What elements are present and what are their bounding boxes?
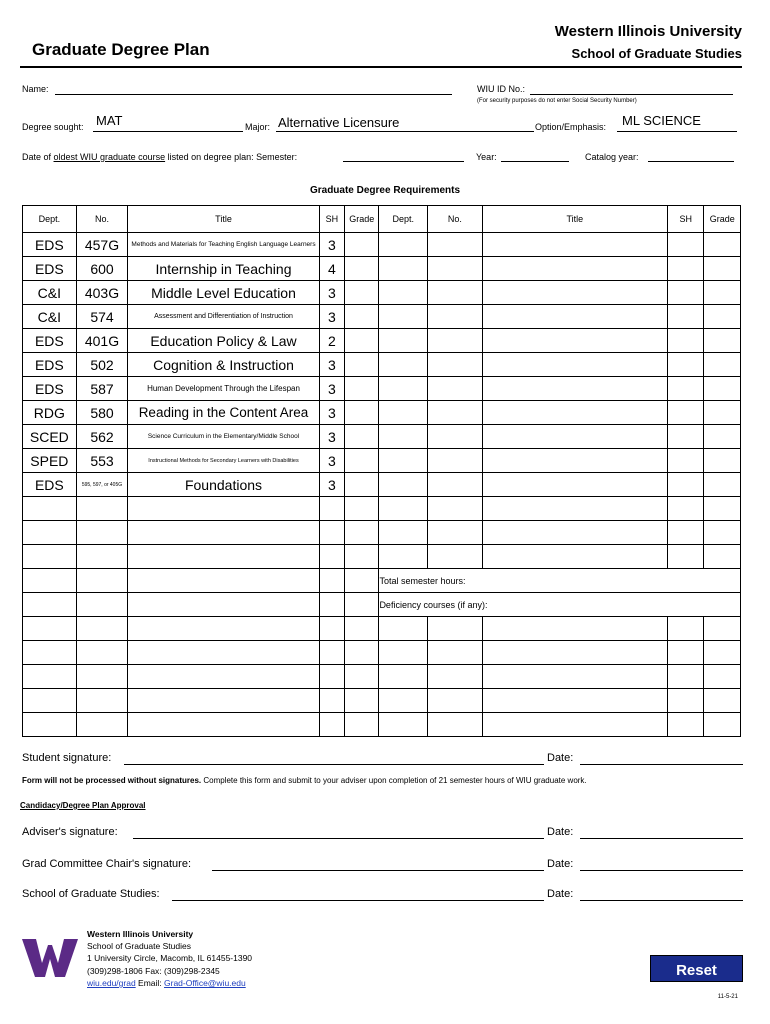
row-sh[interactable]: 3 [319, 377, 344, 401]
row-grade-2[interactable] [704, 281, 741, 305]
row-title[interactable]: Cognition & Instruction [128, 353, 319, 377]
wiu-w-logo-icon [22, 937, 78, 979]
table-row [23, 545, 741, 569]
page-title: Graduate Degree Plan [32, 40, 210, 59]
row-sh[interactable]: 3 [319, 281, 344, 305]
table-row [23, 281, 741, 305]
table-row [23, 257, 741, 281]
chair-signature-label: Grad Committee Chair's signature: [22, 858, 191, 870]
table-row [23, 233, 741, 257]
row-dept[interactable]: EDS [23, 377, 77, 401]
header-grade-2: Grade [704, 206, 741, 233]
reset-button[interactable]: Reset [650, 955, 743, 982]
row-no[interactable]: 595, 597, or 405G [76, 473, 128, 497]
signature-note: Form will not be processed without signatures. Complete this form and submit to your adviser upon completion of 21 semester hours of WIU graduate work. [22, 776, 587, 785]
row-no-2[interactable] [428, 305, 483, 329]
school-date-label: Date: [547, 888, 574, 900]
row-grade[interactable] [345, 233, 379, 257]
row-grade-2[interactable] [704, 473, 741, 497]
row-no-2[interactable] [428, 377, 483, 401]
row-title-2[interactable] [482, 377, 667, 401]
row-title-2[interactable] [482, 233, 667, 257]
table-row [23, 449, 741, 473]
approval-heading: Candidacy/Degree Plan Approval [20, 801, 146, 810]
degree-label: Degree sought: [22, 122, 84, 132]
row-sh-2[interactable] [668, 401, 704, 425]
version-date: 11-5-21 [717, 994, 738, 1000]
row-grade-2[interactable] [704, 425, 741, 449]
row-grade-2[interactable] [704, 257, 741, 281]
table-row [23, 305, 741, 329]
row-sh[interactable]: 4 [319, 257, 344, 281]
option-field[interactable] [617, 131, 737, 132]
row-title-2[interactable] [482, 305, 667, 329]
requirements-table [22, 205, 741, 737]
row-sh[interactable]: 3 [319, 449, 344, 473]
major-field[interactable] [276, 131, 534, 132]
row-title-2[interactable] [482, 281, 667, 305]
row-dept[interactable]: RDG [23, 401, 77, 425]
header-dept-2: Dept. [379, 206, 428, 233]
row-no-2[interactable] [428, 425, 483, 449]
row-grade[interactable] [345, 353, 379, 377]
row-dept[interactable]: C&I [23, 281, 77, 305]
footer-links: wiu.edu/grad Email: Grad-Office@wiu.edu [87, 978, 246, 988]
row-sh[interactable]: 2 [319, 329, 344, 353]
degree-value: MAT [96, 113, 123, 128]
student-date-label: Date: [547, 752, 574, 764]
school-signature-field[interactable] [172, 900, 544, 901]
row-grade-2[interactable] [704, 329, 741, 353]
row-no[interactable]: 403G [76, 281, 128, 305]
row-dept-2[interactable] [379, 401, 428, 425]
row-dept-2[interactable] [379, 353, 428, 377]
table-row [23, 497, 741, 521]
row-title[interactable]: Education Policy & Law [128, 329, 319, 353]
row-no-2[interactable] [428, 449, 483, 473]
row-title[interactable]: Reading in the Content Area [128, 401, 319, 425]
table-row [23, 641, 741, 665]
row-grade[interactable] [345, 257, 379, 281]
catalog-year-label: Catalog year: [585, 152, 639, 162]
wiu-id-note: (For security purposes do not enter Social Security Number) [477, 98, 637, 104]
student-signature-label: Student signature: [22, 752, 112, 764]
row-grade[interactable] [345, 377, 379, 401]
row-title[interactable]: Science Curriculum in the Elementary/Middle School [128, 425, 319, 449]
total-hours-label[interactable]: Total semester hours: [379, 569, 741, 593]
row-grade[interactable] [345, 473, 379, 497]
row-dept[interactable]: SCED [23, 425, 77, 449]
row-sh-2[interactable] [668, 233, 704, 257]
table-row [23, 617, 741, 641]
email-link[interactable]: Grad-Office@wiu.edu [164, 978, 246, 988]
header-title: Title [128, 206, 319, 233]
row-grade-2[interactable] [704, 353, 741, 377]
major-label: Major: [245, 122, 271, 132]
chair-signature-field[interactable] [212, 870, 544, 871]
header-title-2: Title [482, 206, 667, 233]
table-row [23, 521, 741, 545]
row-no-2[interactable] [428, 401, 483, 425]
row-dept-2[interactable] [379, 425, 428, 449]
row-grade[interactable] [345, 425, 379, 449]
row-no[interactable]: 574 [76, 305, 128, 329]
row-dept-2[interactable] [379, 281, 428, 305]
row-title[interactable]: Internship in Teaching [128, 257, 319, 281]
row-dept[interactable]: C&I [23, 305, 77, 329]
table-row [23, 569, 741, 593]
oldest-course-label: Date of oldest WIU graduate course listed on degree plan: Semester: [22, 152, 298, 162]
row-sh-2[interactable] [668, 257, 704, 281]
university-name: Western Illinois University [554, 23, 742, 40]
row-dept[interactable]: EDS [23, 257, 77, 281]
student-signature-field[interactable] [124, 764, 544, 765]
row-grade-2[interactable] [704, 233, 741, 257]
row-dept-2[interactable] [379, 305, 428, 329]
row-grade[interactable] [345, 305, 379, 329]
student-date-field[interactable] [580, 764, 743, 765]
row-no-2[interactable] [428, 257, 483, 281]
table-row [23, 329, 741, 353]
name-label: Name: [22, 84, 49, 94]
row-dept-2[interactable] [379, 233, 428, 257]
row-dept[interactable]: EDS [23, 233, 77, 257]
table-row [23, 353, 741, 377]
year-label: Year: [476, 152, 497, 162]
row-sh-2[interactable] [668, 449, 704, 473]
option-label: Option/Emphasis: [535, 122, 607, 132]
footer-university: Western Illinois University [87, 929, 194, 939]
row-no[interactable]: 401G [76, 329, 128, 353]
row-grade[interactable] [345, 281, 379, 305]
row-sh-2[interactable] [668, 281, 704, 305]
major-value: Alternative Licensure [278, 115, 400, 130]
row-no-2[interactable] [428, 473, 483, 497]
chair-date-label: Date: [547, 858, 574, 870]
wiu-id-field[interactable] [530, 94, 733, 95]
row-grade-2[interactable] [704, 449, 741, 473]
row-sh-2[interactable] [668, 353, 704, 377]
row-dept-2[interactable] [379, 329, 428, 353]
row-no-2[interactable] [428, 281, 483, 305]
row-dept[interactable]: SPED [23, 449, 77, 473]
adviser-signature-field[interactable] [133, 838, 544, 839]
row-grade[interactable] [345, 401, 379, 425]
row-sh[interactable]: 3 [319, 233, 344, 257]
row-dept[interactable]: EDS [23, 473, 77, 497]
row-no-2[interactable] [428, 233, 483, 257]
school-signature-label: School of Graduate Studies: [22, 888, 160, 900]
row-no[interactable]: 502 [76, 353, 128, 377]
row-sh-2[interactable] [668, 473, 704, 497]
footer-phone: (309)298-1806 Fax: (309)298-2345 [87, 966, 220, 976]
row-title[interactable]: Foundations [128, 473, 319, 497]
row-sh[interactable]: 3 [319, 425, 344, 449]
school-date-field[interactable] [580, 900, 743, 901]
row-no[interactable]: 580 [76, 401, 128, 425]
row-grade[interactable] [345, 329, 379, 353]
table-row [23, 665, 741, 689]
row-dept-2[interactable] [379, 377, 428, 401]
row-title-2[interactable] [482, 401, 667, 425]
row-grade-2[interactable] [704, 377, 741, 401]
row-title-2[interactable] [482, 353, 667, 377]
row-title[interactable]: Assessment and Differentiation of Instruction [128, 305, 319, 329]
year-field[interactable] [501, 161, 569, 162]
table-row [23, 401, 741, 425]
row-dept-2[interactable] [379, 449, 428, 473]
table-header-row [23, 206, 741, 233]
row-dept-2[interactable] [379, 257, 428, 281]
row-no-2[interactable] [428, 329, 483, 353]
row-title-2[interactable] [482, 473, 667, 497]
row-title-2[interactable] [482, 257, 667, 281]
row-dept[interactable]: EDS [23, 329, 77, 353]
row-title-2[interactable] [482, 329, 667, 353]
option-value: ML SCIENCE [622, 113, 701, 128]
table-row [23, 713, 741, 737]
row-title-2[interactable] [482, 425, 667, 449]
row-grade-2[interactable] [704, 305, 741, 329]
header-sh: SH [319, 206, 344, 233]
adviser-signature-label: Adviser's signature: [22, 826, 118, 838]
row-no[interactable]: 457G [76, 233, 128, 257]
header-grade: Grade [345, 206, 379, 233]
requirements-title: Graduate Degree Requirements [309, 185, 461, 196]
chair-date-field[interactable] [580, 870, 743, 871]
header-no-2: No. [428, 206, 483, 233]
degree-field[interactable] [93, 131, 243, 132]
row-sh[interactable]: 3 [319, 353, 344, 377]
row-sh-2[interactable] [668, 329, 704, 353]
row-sh[interactable]: 3 [319, 305, 344, 329]
semester-field[interactable] [343, 161, 464, 162]
row-no[interactable]: 600 [76, 257, 128, 281]
school-name: School of Graduate Studies [571, 46, 742, 61]
row-title[interactable]: Middle Level Education [128, 281, 319, 305]
name-field[interactable] [55, 94, 452, 95]
header-dept: Dept. [23, 206, 77, 233]
header-sh-2: SH [668, 206, 704, 233]
row-title[interactable]: Instructional Methods for Secondary Learners with Disabilities [128, 449, 319, 473]
table-row [23, 689, 741, 713]
deficiency-label[interactable]: Deficiency courses (if any): [379, 593, 741, 617]
row-no-2[interactable] [428, 353, 483, 377]
row-no[interactable]: 553 [76, 449, 128, 473]
row-sh-2[interactable] [668, 305, 704, 329]
row-dept[interactable]: EDS [23, 353, 77, 377]
row-grade-2[interactable] [704, 401, 741, 425]
row-sh-2[interactable] [668, 377, 704, 401]
row-sh-2[interactable] [668, 425, 704, 449]
row-no[interactable]: 587 [76, 377, 128, 401]
adviser-date-label: Date: [547, 826, 574, 838]
table-row [23, 425, 741, 449]
table-row [23, 377, 741, 401]
table-row [23, 593, 741, 617]
row-no[interactable]: 562 [76, 425, 128, 449]
header-divider [20, 66, 742, 68]
row-title[interactable]: Methods and Materials for Teaching English Language Learners [128, 233, 319, 257]
header-no: No. [76, 206, 128, 233]
row-grade[interactable] [345, 449, 379, 473]
footer-address: 1 University Circle, Macomb, IL 61455-1390 [87, 953, 253, 963]
row-title[interactable]: Human Development Through the Lifespan [128, 377, 319, 401]
row-dept-2[interactable] [379, 473, 428, 497]
wiu-id-label: WIU ID No.: [477, 84, 526, 94]
adviser-date-field[interactable] [580, 838, 743, 839]
row-sh[interactable]: 3 [319, 473, 344, 497]
row-title-2[interactable] [482, 449, 667, 473]
catalog-year-field[interactable] [648, 161, 734, 162]
table-row [23, 473, 741, 497]
website-link[interactable]: wiu.edu/grad [87, 978, 136, 988]
footer-school: School of Graduate Studies [87, 941, 191, 951]
row-sh[interactable]: 3 [319, 401, 344, 425]
